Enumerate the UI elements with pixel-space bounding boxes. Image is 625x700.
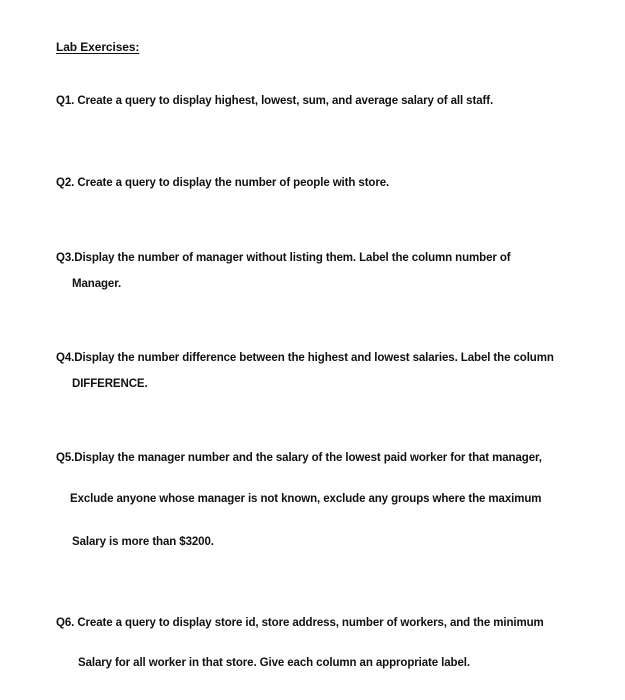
question-3-line-2: Manager. bbox=[72, 278, 122, 290]
question-5-line-2: Exclude anyone whose manager is not known, exclude any groups where the maximum bbox=[70, 493, 542, 505]
question-3-line-1: Q3.Display the number of manager without listing them. Label the column number of bbox=[56, 252, 511, 264]
question-6-line-2: Salary for all worker in that store. Give each column an appropriate label. bbox=[78, 657, 470, 669]
page-heading: Lab Exercises: bbox=[56, 40, 140, 54]
question-4-line-1: Q4.Display the number difference between the highest and lowest salaries. Label the column bbox=[56, 352, 554, 364]
question-6-line-1: Q6. Create a query to display store id, store address, number of workers, and the minimum bbox=[56, 617, 544, 629]
question-1-line-1: Q1. Create a query to display highest, lowest, sum, and average salary of all staff. bbox=[56, 95, 494, 107]
question-4-line-2: DIFFERENCE. bbox=[72, 378, 148, 390]
question-2-line-1: Q2. Create a query to display the number of people with store. bbox=[56, 177, 390, 189]
question-5-line-3: Salary is more than $3200. bbox=[72, 536, 214, 548]
question-5-line-1: Q5.Display the manager number and the salary of the lowest paid worker for that manager, bbox=[56, 452, 542, 464]
